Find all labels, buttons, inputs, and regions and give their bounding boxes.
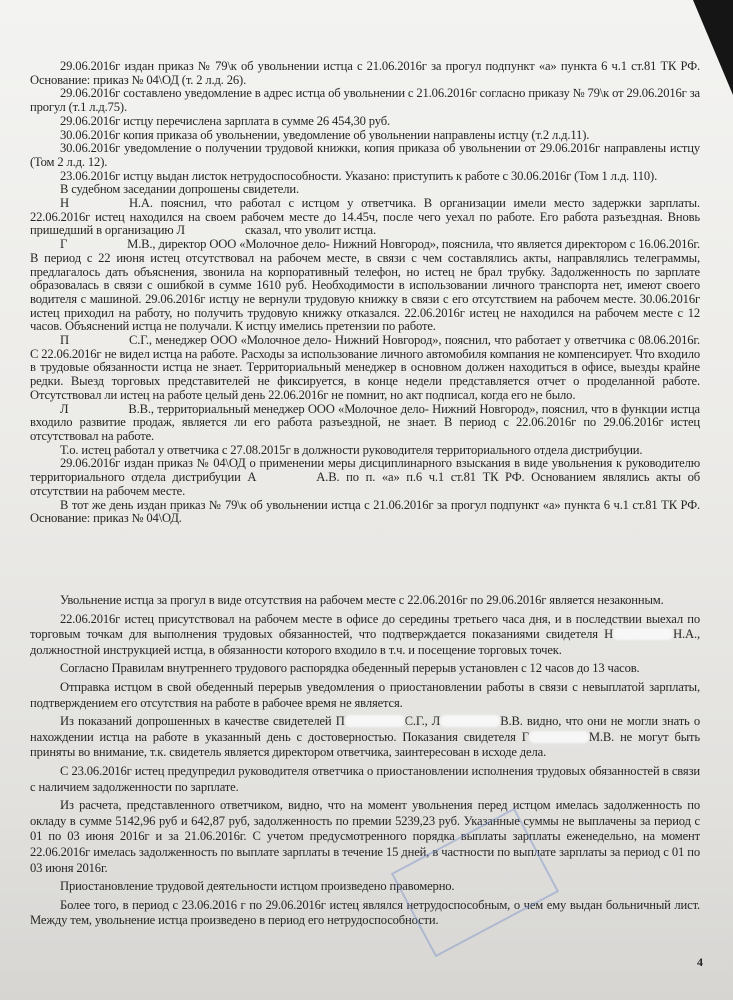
paragraph [30, 170, 700, 184]
paragraph-text: сказал, что уволит истца. [244, 223, 376, 238]
paragraph-text: Из показаний допрошенных в качестве свидетелей П [60, 714, 345, 729]
paragraph-text: Из расчета, представленного ответчиком, видно, что на момент увольнения перед истцом имелась задолженность по окладу в сумме 5142,96 руб и 642,87 руб, задолженность по премии 5239,23 руб. Указанные суммы не выплачены за период с 01 по 03 июня 2016г и за 21.06.2016г. С учетом предусмотренного порядка выплаты зарплаты еженедельно, на момент 22.06.2016г имелась задолженность по выплате зарплаты в течение 15 дней, в частности по выплате зарплаты за период с 01 по 03 июня 2016г. [30, 798, 700, 875]
paragraph [30, 714, 700, 761]
paragraph-text: С.Г., Л [404, 714, 441, 729]
paragraph-text: Т.о. истец работал у ответчика с 27.08.2015г в должности руководителя территориального отдела дистрибуции. [60, 442, 643, 457]
paragraph-text: Н [60, 196, 69, 211]
paragraph [30, 457, 700, 498]
paragraph [30, 444, 700, 458]
paragraph-text: М.В., директор ООО «Молочное дело- Нижний Новгород», пояснила, что является директором с 16.06.2016г. В период с 22 июня истец отсутствовал на рабочем месте, в связи с чем составлялись акты, направлялись телеграммы, предлагалось дать объяснения, звонила на корпоративный телефон, но истец не брал трубку. Задолженность по зарплате образовалась в связи с ошибкой в сумме 1610 руб. Необходимости в использовании личного транспорта нет, имеют своего водителя с машиной. 29.06.2016г истцу не вернули трудовую книжку в связи с его отсутствием на рабочем месте. 30.06.2016г истец приходил на работу, но получить трудовую книжку отказался. 22.06.2016г истец не находился на рабочем месте с 12 часов. Объяснений истца не получали. К истцу имелись претензии по работе. [30, 237, 700, 334]
paragraph [30, 612, 700, 659]
paragraph [30, 87, 700, 114]
paragraph-text: С 23.06.2016г истец предупредил руководителя ответчика о приостановлении исполнения трудовых обязанностей в связи с наличием задолженности по зарплате. [30, 763, 700, 794]
paragraph [30, 680, 700, 711]
redacted-name [440, 715, 500, 727]
paragraph-text: 29.06.2016г издан приказ № 79\к об увольнении истца с 21.06.2016г за прогул подпункт «а» пункта 6 ч.1 ст.81 ТК РФ. Основание: приказ № 04\ОД (т. 2 л.д. 26). [30, 59, 700, 87]
page-number: 4 [697, 955, 703, 969]
paragraph-text: С.Г., менеджер ООО «Молочное дело- Нижний Новгород», пояснил, что работает у ответчика с 08.06.2016г. С 22.06.2016г не видел истца на работе. Расходы за использование личного автомобиля компания не компенсирует. Что входило в трудовые обязанности истца не знает. Территориальный менеджер в основном должен находиться в офисе, выезды крайне редки. Выезд торговых представителей не фиксируется, в конце недели представляется отчет о проделанной работе. Отсутствовал ли истец на работе целый день 22.06.2016г не помнит, но акт подписал, когда его не было. [30, 333, 700, 402]
paragraph-text: Л [60, 401, 69, 416]
redacted-name [613, 628, 673, 640]
paragraph-text: 23.06.2016г истцу выдан листок нетрудоспособности. Указано: приступить к работе с 30.06.2016г (Том 1 л.д. 110). [60, 168, 658, 183]
paragraph-text: Н.А., должностной инструкцией истца, в обязанности которого входило в т.ч. и посещение торговых точек. [30, 627, 700, 657]
paragraph-text: В судебном заседании допрошены свидетели. [60, 182, 299, 197]
paragraph [30, 238, 700, 334]
redacted-name [529, 731, 589, 743]
paragraph [30, 115, 700, 129]
paragraph [30, 499, 700, 526]
paragraph [30, 334, 700, 403]
document-body-lower [30, 593, 700, 932]
paragraph [30, 879, 700, 895]
paragraph [30, 129, 700, 143]
paragraph-text: 29.06.2016г издан приказ № 04\ОД о применении меры дисциплинарного взыскания в виде увольнения к руководителю территориального отдела дистрибуции А [30, 456, 700, 485]
paragraph [30, 197, 700, 238]
paragraph-text: П [60, 333, 69, 348]
paragraph-text: В.В. видно, что они не могли знать о нахождении истца на работе в указанный день с достоверностью. Показания свидетеля Г [30, 714, 700, 744]
redacted-name [345, 715, 405, 727]
paragraph-text: Отправка истцом в свой обеденный перерыв уведомления о приостановлении работы в связи с невыплатой зарплаты, подтверждением его отсутствия на работе в рабочее время не является. [30, 679, 700, 710]
document-body-upper [30, 60, 700, 526]
paragraph-text: Г [60, 237, 68, 252]
paragraph-text: В.В., территориальный менеджер ООО «Молочное дело- Нижний Новгород», пояснил, что в функции истца входило развитие продаж, является ли его работа разъездной, не знает. В период с 22.06.2016г по 29.06.2016г истец отсутствовал на работе. [30, 401, 700, 443]
paragraph-text: М.В. не могут быть приняты во внимание, т.к. свидетель является директором ответчика, заинтересован в исходе дела. [30, 729, 700, 760]
paragraph-text: А.В. по п. «а» п.6 ч.1 ст.81 ТК РФ. Основанием являлись акты об отсутствии на рабочем месте. [30, 470, 700, 498]
paragraph-text: 29.06.2016г составлено уведомление в адрес истца об увольнении с 21.06.2016г согласно приказу № 79\к от 29.06.2016г за прогул (т.1 л.д.75). [30, 86, 700, 115]
paragraph-text: 29.06.2016г истцу перечислена зарплата в сумме 26 454,30 руб. [60, 113, 390, 128]
paragraph [30, 798, 700, 876]
paragraph [30, 764, 700, 795]
paragraph [30, 593, 700, 609]
paragraph-text: Согласно Правилам внутреннего трудового распорядка обеденный перерыв установлен с 12 часов до 13 часов. [60, 661, 640, 676]
paragraph-text: 30.06.2016г копия приказа об увольнении, уведомление об увольнении направлены истцу (т.2 л.д.11). [60, 127, 590, 142]
paragraph-text: 30.06.2016г уведомление о получении трудовой книжки, копия приказа об увольнении от 29.06.2016г направлены истцу (Том 2 л.д. 12). [30, 141, 700, 169]
paragraph-text: Н.А. пояснил, что работал с истцом у ответчика. В организации имели место задержки зарплаты. 22.06.2016г истец находился на своем рабочем месте до 14.45ч, после чего уехал по работе. Его работа разъездная. Вновь пришедший в организацию Л [30, 196, 700, 238]
paragraph-text: Более того, в период с 23.06.2016 г по 29.06.2016г истец являлся нетрудоспособным, о чем ему выдан больничный лист. Между тем, увольнение истца произведено в период его нетрудоспособности. [30, 897, 700, 928]
paragraph [30, 142, 700, 169]
paragraph [30, 183, 700, 197]
paragraph-text: В тот же день издан приказ № 79\к об увольнении истца с 21.06.2016г за прогул подпункт «а» пункта 6 ч.1 ст.81 ТК РФ. Основание: приказ № 04\ОД. [30, 497, 700, 526]
paragraph-text: 22.06.2016г истец присутствовал на рабочем месте в офисе до середины третьего часа дня, и в последствии выехал по торговым точкам для выполнения трудовых обязанностей, что подтверждается показаниями свидетеля Н [30, 611, 700, 642]
paragraph [30, 403, 700, 444]
paragraph [30, 60, 700, 87]
paragraph [30, 661, 700, 677]
paragraph [30, 898, 700, 929]
paragraph-text: Приостановление трудовой деятельности истцом произведено правомерно. [60, 879, 455, 894]
paragraph-text: Увольнение истца за прогул в виде отсутствия на рабочем месте с 22.06.2016г по 29.06.2016г является незаконным. [60, 593, 664, 607]
